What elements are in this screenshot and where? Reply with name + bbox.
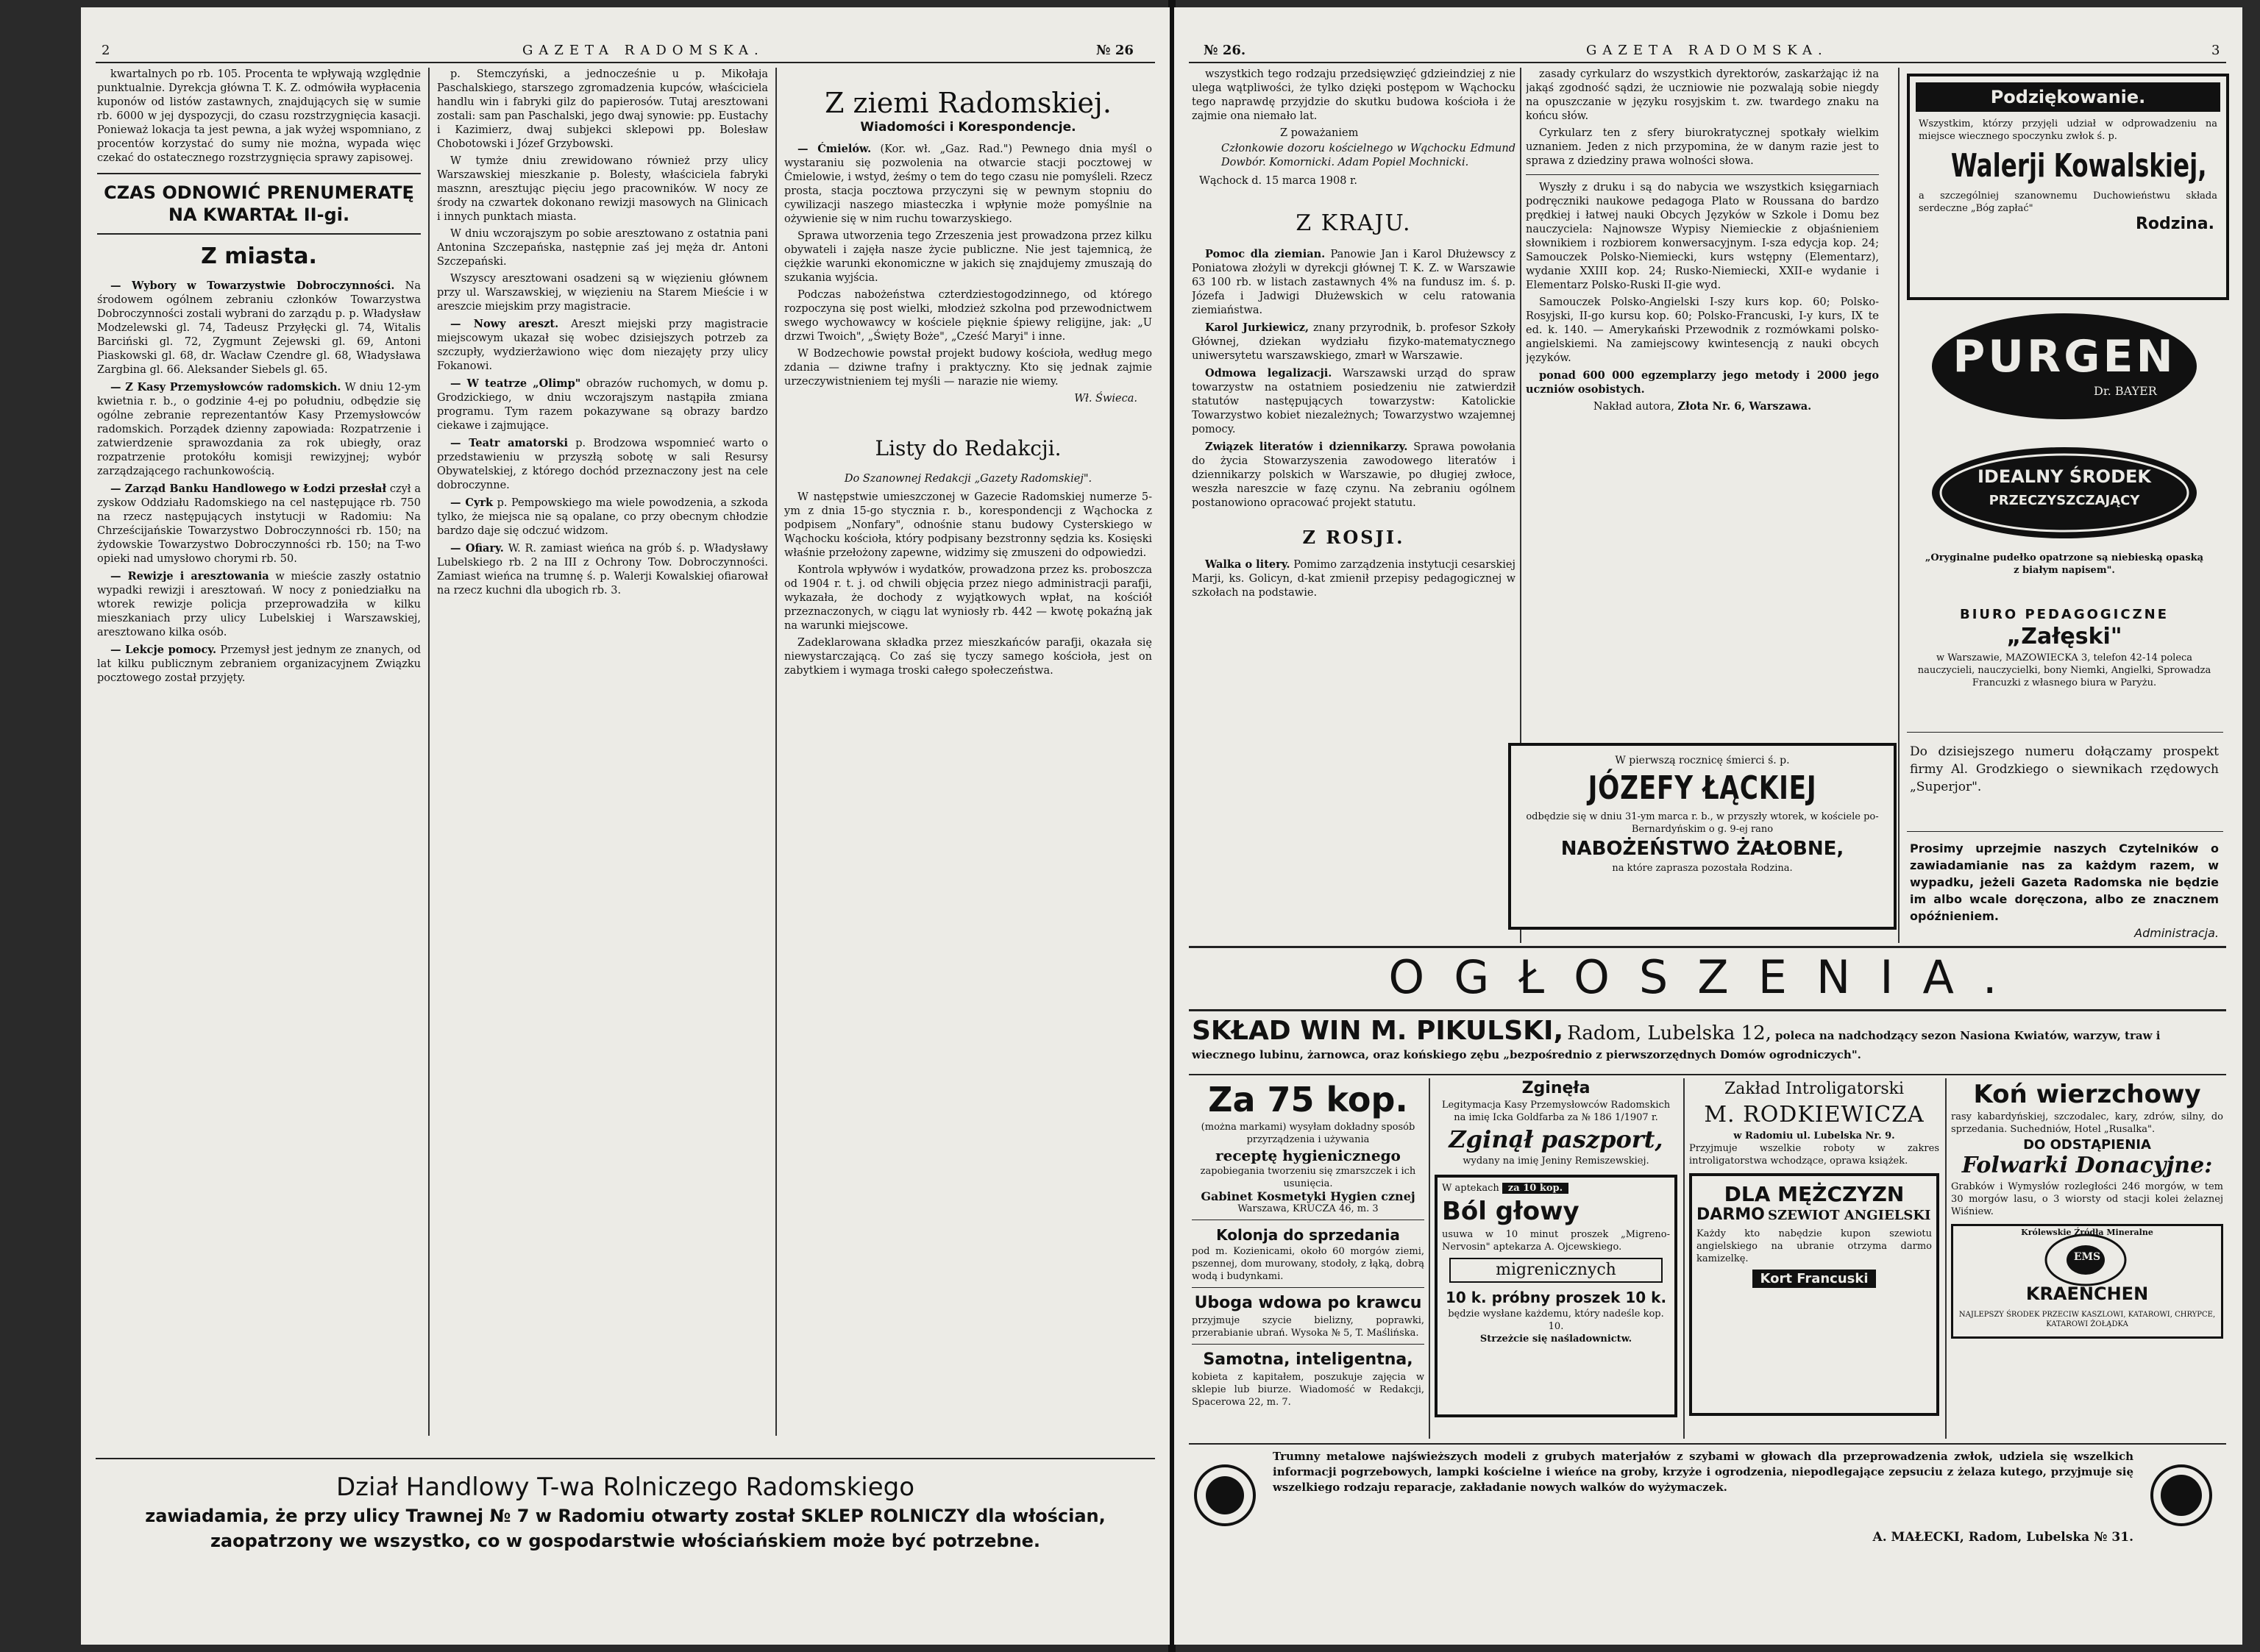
item-text: Na środowem ogólnem zebraniu członków Towarzystwa Dobroczynności zostali wybrani do zarządu p. p. Władysław Modzelewski gl. 74, Tadeusz Przyłęcki gl. 74, Witalis Barciński gl. 72, Zygmunt Zejewski gl. 69, Antoni Piaskowski gl. 68, dr. Wacław Czendre gl. 68, Władysława Zargbina gl. 66. Aleksander Siebels gl. 65.: [97, 280, 421, 376]
left-column-3: [784, 68, 1152, 1436]
left-page-number: 2: [102, 43, 110, 58]
purgen-tag-2: PRZECZYSZCZAJĄCY: [1989, 493, 2140, 508]
ads-rule: [1189, 1443, 2226, 1445]
ad-title: Dział Handlowy T-wa Rolniczego Radomskiego: [335, 1473, 915, 1502]
ad-title: Samotna, inteligentna,: [1203, 1350, 1413, 1369]
item-text: obrazów ruchomych, w domu p. Grodzickiego, w dniu wczorajszym nastąpiła zmiana programu. Tym razem pokazywane są obrazy bardzo ciekawe i zajmujące.: [437, 378, 768, 432]
column-rule: [1683, 1078, 1685, 1439]
paragraph: W Bodzechowie powstał projekt budowy kościoła, według mego zdania — dziwne trafny i praktyczny. Kto się jednak zajmie urzeczywistnieniem tej myśli — narazie nie wiemy.: [784, 348, 1152, 388]
bureau-ad: [1910, 607, 2219, 724]
kraenchen-ems: EMS: [2073, 1251, 2101, 1263]
ad-title: Kolonja do sprzedania: [1216, 1226, 1400, 1244]
item-heading: Związek literatów i dziennikarzy.: [1205, 441, 1408, 453]
subscriber-request: [1910, 840, 2219, 941]
ad-text: kobieta z kapitałem, poszukuje zajęcia w sklepie lub biurze. Wiadomość w Redakcji, Spacerowa 22, m. 7.: [1192, 1372, 1424, 1408]
menswear-ad: [1689, 1173, 1939, 1416]
bureau-label: BIURO PEDAGOGICZNE: [1960, 607, 2169, 622]
ad-text: pod m. Kozienicami, około 60 morgów ziemi, pszennej, dom murowany, stodoły, z łąką, dobrą wodą i budynkami.: [1192, 1246, 1424, 1282]
paragraph: Podczas nabożeństwa czterdziestogodzinnego, od którego rozpoczyna się post wielki, młodzież szkolna pod przewodnictwem swego wychowawcy w kościele pięknie śpiewy religijne, jak: „U drzwi Twoich", „Święty Boże", „Cześć Maryi" i inne.: [784, 289, 1152, 343]
purgen-ad: [1910, 309, 2219, 596]
ad-title: Zginął paszport,: [1449, 1125, 1663, 1153]
kraenchen-ad: [1951, 1224, 2223, 1339]
menswear-fabric: SZEWIOT ANGIELSKI: [1767, 1208, 1931, 1223]
kraenchen-name: KRAENCHEN: [2025, 1283, 2149, 1304]
headache-text: usuwa w 10 minut proszek „Migreno-Nervosin" aptekarza A. Ojcewskiego.: [1442, 1229, 1670, 1253]
bindery-text: Przyjmuje wszelkie roboty w zakres introligatorstwa wchodzące, oprawa książek.: [1689, 1143, 1939, 1167]
bottom-rule: [96, 1458, 1155, 1459]
bureau-text: w Warszawie, MAZOWIECKA 3, telefon 42-14 poleca nauczycieli, nauczycielki, bony Niemki, Angielki, Sprowadza Francuzki z własnego biura w Paryżu.: [1917, 652, 2211, 688]
item-text: Panowie Jan i Karol Dłużewscy z Poniatowa złożyli w dyrekcji głównej T. K. Z. w Warszawie 63 100 rb. w listach zastawnych 4% na fundusz im. ś. p. Józefa i Jadwigi Dłużewskich w celu ratowania ziemiaństwa.: [1192, 249, 1515, 316]
item-text: Przemysł jest jednym ze znanych, od lat kilku publicznym zebraniem organizacyjnem Związku pocztowego został przyjęty.: [97, 644, 421, 684]
ads-rule: [1189, 1074, 2226, 1075]
section-z-kraju: Z KRAJU.: [1296, 210, 1412, 236]
left-column-1: [97, 68, 421, 1436]
ad-line: zawiadamia, że przy ulicy Trawnej № 7 w Radomiu otwarty został SKLEP ROLNICZY dla włościan,: [145, 1506, 1106, 1526]
ad-line: zaopatrzony we wszystko, co w gospodarstwie włościańskiem może być potrzebne.: [210, 1531, 1041, 1551]
item-heading: — Ofiary.: [450, 542, 504, 555]
ads-column-4: [1951, 1078, 2223, 1439]
headache-pharmacy: W aptekach: [1442, 1183, 1499, 1194]
paragraph: Wszyscy aresztowani osadzeni są w więzieniu głównem przy ul. Warszawskiej, w więzieniu na Starem Mieście i w areszcie miejskim przy magistracie.: [437, 273, 768, 313]
item-heading: — Nowy areszt.: [450, 318, 559, 330]
right-column-1: [1192, 68, 1515, 943]
section-z-rosji: Z ROSJI.: [1302, 527, 1405, 548]
paragraph: Cyrkularz ten z sfery biurokratycznej spotkały wielkim uznaniem. Jeden z nich przypomina, że w danym razie jest to sprawa z dziedziny prawa wolności słowa.: [1526, 127, 1879, 167]
paragraph: Wyszły z druku i są do nabycia we wszystkich księgarniach podręczniki naukowe pedagoga Plato w Roussana do bardzo prędkiej i łatwej nauki Obcych Języków w Szkole i Domu bez nauczyciela: Najnowsze Wypisy Niemieckie z objaśnieniem słownikiem i rozbiorem konwersacyjnym. I-sza edycja kop. 24; Samouczek Polsko-Niemiecki, kurs wstępny (Elementarz), wydanie XXIII kop. 24; Rusko-Niemiecki, XXII-e wydanie i Elementarz Polsko-Ruski II-gie wyd.: [1526, 182, 1879, 291]
kraenchen-ring-text: Królewskie Źródła Mineralne: [2021, 1228, 2153, 1237]
estate-title: Folwarki Donacyjne:: [1961, 1153, 2213, 1178]
coffins-ad: [1192, 1449, 2222, 1559]
item-heading: — W teatrze „Olimp": [450, 377, 581, 390]
ad-title: Zginęła: [1521, 1079, 1591, 1097]
section-z-miasta: Z miasta.: [201, 243, 317, 269]
ads-top-rule: [1189, 946, 2226, 948]
obituary-footer: na które zaprasza pozostała Rodzina.: [1612, 863, 1793, 874]
obituary-text: odbędzie się w dniu 31-ym marca r. b., w przyszły wtorek, w kościele po-Bernardyńskim o g. 9-ej rano: [1526, 811, 1879, 835]
item-heading: — Z Kasy Przemysłowców radomskich.: [110, 381, 341, 394]
request-text: Prosimy uprzejmie naszych Czytelników o zawiadamianie nas za każdym razem, w wypadku, jeżeli Gazeta Radomska nie będzie im albo wcale doręczona, albo ze znacznem opóźnieniem.: [1910, 841, 2219, 923]
item-heading: Odmowa legalizacji.: [1205, 367, 1332, 380]
left-page: [81, 7, 1170, 1645]
right-column-2: [1526, 68, 1879, 730]
column-rule: [428, 68, 430, 1436]
purgen-brand: PURGEN: [1952, 331, 2176, 382]
right-page: [1174, 7, 2242, 1645]
ad-bold: receptę hygienicznego: [1215, 1147, 1401, 1164]
divider: [97, 173, 421, 174]
left-issue-number: № 26: [1096, 43, 1134, 58]
right-issue-number: № 26.: [1204, 43, 1246, 58]
ad-firm: Gabinet Kosmetyki Hygien cznej: [1201, 1189, 1415, 1203]
item-text: Sprawa powołania do życia Stowarzyszenia zawodowego literatów i dziennikarzy polskich w Warszawie, po długiej zwłoce, weszła nareszcie w fazę czynu. Na zebraniu ogólnem postanowiono opracować projekt statutu.: [1192, 441, 1515, 509]
paragraph: W następstwie umieszczonej w Gazecie Radomskiej numerze 5-ym z dnia 15-go stycznia r. b., korespondencji z Wąchocka z podpisem „Nonfary", odnośnie stanu budowy Cysterskiego w Wąchocku kościoła, który podpisany bezstronny sędzia ks. Kosięski właśnie przełożony zapewne, widzimy się zmuszeni do odpowiedzi.: [784, 491, 1152, 559]
divider: [1192, 1344, 1424, 1345]
column-rule: [1898, 68, 1900, 943]
purgen-tag-1: IDEALNY ŚRODEK: [1977, 466, 2151, 487]
thanks-name: Walerji Kowalskiej,: [1950, 147, 2207, 185]
item-heading: Walka o litery.: [1205, 558, 1290, 571]
menswear-text: Każdy kto nabędzie kupon szewiotu angielskiego na ubranie otrzyma darmo kamizelkę.: [1696, 1228, 1932, 1264]
insert-notice: Do dzisiejszego numeru dołączamy prospekt firmy Al. Grodzkiego o siewnikach rzędowych „Superjor".: [1910, 744, 2219, 794]
obituary-service: NABOŻEŃSTWO ŻAŁOBNE,: [1560, 838, 1844, 860]
left-column-2: [437, 68, 768, 1436]
item-text: p. Pempowskiego ma wiele powodzenia, a szkoda tylko, że miejsca nie są opalane, co przy obecnym chłodzie bardzo daje się odczuć widzom.: [437, 497, 768, 537]
ads-column-2: [1435, 1078, 1677, 1439]
menswear-kort: Kort Francuski: [1752, 1270, 1875, 1288]
estate-text: Grabków i Wymysłów rozległości 246 morgów, w tem 30 morgów lasu, o 3 wiorsty od stacji kolei żelaznej Wiśniew.: [1951, 1181, 2223, 1217]
medal-icon: [2148, 1462, 2214, 1528]
ad-text: wydany na imię Jeniny Remiszewskiej.: [1463, 1156, 1649, 1167]
ad-text: Legitymacja Kasy Przemysłowców Radomskich na imię Icka Goldfarba za № 186 1/1907 r.: [1441, 1100, 1671, 1123]
kraenchen-text: NAJLEPSZY ŚRODEK PRZECIW KASZLOWI, KATAROWI, CHRYPCE, KATAROWI ŻOŁĄDKA: [1958, 1311, 2216, 1328]
wine-shop-address: Radom, Lubelska 12,: [1567, 1022, 1772, 1044]
section-z-ziemi-radomskiej: Z ziemi Radomskiej.: [825, 87, 1112, 119]
ad-address: Warszawa, KRUCZA 46, m. 3: [1237, 1203, 1379, 1214]
letter-address: Do Szanownej Redakcji „Gazety Radomskiej".: [844, 473, 1092, 485]
paragraph: W tymże dniu zrewidowano również przy ulicy Warszawskiej mieszkanie p. Bolesty, właściciela fabryki masznn, aresztując pięciu jego pracowników. W nocy ze środy na czwartek dokonano rewizji masowych na Glinicach i innych punktach miasta.: [437, 155, 768, 223]
item-text: czył a zyskow Oddziału Radomskiego na cel następujące rb. 750 na rzecz następujących instytucji w Radomiu: Na Chrześcijańskie Towarzystwo Dobroczynności rb. 150; na żydowskie Towarzystwo Dobroczynności rb. 150; na T-wo opieki nad umysłowo chorymi rb. 50.: [97, 483, 421, 565]
horse-ad-title: Koń wierzchowy: [1973, 1080, 2201, 1109]
publisher-address: Złota Nr. 6, Warszawa.: [1677, 400, 1812, 413]
ads-section-title: OGŁOSZENIA.: [1388, 950, 2027, 1004]
ads-column-3: [1689, 1078, 1939, 1439]
signers: Członkowie dozoru kościelnego w Wąchocku Edmund Dowbór. Komornicki. Adam Popiel Mochnicki.: [1221, 143, 1515, 168]
paragraph: Samouczek Polsko-Angielski I-szy kurs kop. 60; Polsko-Rosyjski, II-go kursu kop. 60; Polsko-Francuski, I-y kurs, IX te ed. k. 140. — Amerykański Przewodnik z rozmówkami polsko-angielskiemi. Na zamiejscowy kwintesencją z nauki obcych języków.: [1526, 296, 1879, 364]
section-listy-do-redakcji: Listy do Redakcji.: [875, 436, 1062, 460]
thanks-notice: [1907, 74, 2229, 300]
right-page-number: 3: [2211, 43, 2220, 58]
estate-subtitle: DO ODSTĄPIENIA: [2023, 1137, 2151, 1153]
right-header-rule: [1189, 62, 2226, 63]
item-heading: — Lekcje pomocy.: [110, 644, 217, 656]
paragraph: W dniu wczorajszym po sobie aresztowano z ostatnia pani Antonina Szczepańska, następnie zaś jej męża dr. Antoni Szczepański.: [437, 228, 768, 268]
item-heading: — Rewizje i aresztowania: [110, 570, 269, 583]
item-text: Pomimo zarządzenia instytucji cesarskiej Marji, ks. Golicyn, d-kat zmienił przepisy pedagogicznej w szkołach na podstawie.: [1192, 559, 1515, 599]
thanks-text: Wszystkim, którzy przyjęli udział w odprowadzeniu na miejsce wiecznego spoczynku zwłok ś. p.: [1919, 118, 2217, 142]
divider: [1907, 732, 2223, 733]
paragraph: Zadeklarowana składka przez mieszkańców parafji, okazała się niewystarczającą. Co zaś się tyczy samego kościoła, jest on zabytkiem i wymaga troski całego społeczeństwa.: [784, 637, 1152, 677]
paragraph: zasady cyrkularz do wszystkich dyrektorów, zaskarżając iż na jakąś zgodność sądzi, że uczniowie nie pozwalają sobie niegdy na opuszczanie w języku rosyjskim t. zw. twardego znaku na końcu słów.: [1526, 68, 1879, 122]
thanks-signature: Rodzina.: [2135, 215, 2214, 233]
purgen-maker: Dr. BAYER: [2094, 384, 2157, 398]
coffins-text: Trumny metalowe najświeższych modeli z grubych materjałów z szybami w głowach dla przeprowadzenia zwłok, udziela się wszelkich informacji pogrzebowych, lampki kościelne i wieńce na groby, krzyże i ogrodzenia, niepodlegające zepsuciu z żelaza kutego, przyjmuje się wszelkiego rodzaju reparacje, zakładanie nowych walków do wyżymaczek.: [1273, 1450, 2133, 1494]
item-heading: — Wybory w Towarzystwie Dobroczynności.: [110, 280, 395, 292]
item-text: p. Brodzowa wspomnieć warto o przedstawieniu w przyszłą sobotę w sali Resursy Obywatelskiej, z którego dochód przeznaczony jest na cele dobroczynne.: [437, 438, 768, 491]
ad-text: przyjmuje szycie bielizny, poprawki, przerabianie ubrań. Wysoka № 5, T. Maślińska.: [1192, 1315, 1424, 1339]
divider: [97, 233, 421, 235]
ad-text: (można markami) wysyłam dokładny sposób przyrządzenia i używania: [1201, 1122, 1415, 1145]
item-text: (Kor. wł. „Gaz. Rad.") Pewnego dnia myśl o wystaraniu się pozwolenia na otwarcie stacji pocztowej w Ćmielowie, i wstyd, żeśmy o tem do tego czasu nie pomyśleli. Rzecz prosta, stacja pocztowa przyczyni się w pewnym stopniu do cywilizacji naszego miasteczka i wpłynie może pomyślnie na ożywienie się w nim ruchu towarzyskiego.: [784, 143, 1152, 225]
headache-price: za 10 kop.: [1502, 1183, 1568, 1194]
wine-shop-ad: [1192, 1015, 2222, 1072]
bindery-name: M. RODKIEWICZA: [1704, 1102, 1925, 1128]
wine-shop-name: SKŁAD WIN M. PIKULSKI,: [1192, 1016, 1564, 1046]
obituary-notice: [1508, 743, 1897, 930]
divider: [1526, 174, 1879, 175]
headache-warning: Strzeżcie się naśladownictw.: [1479, 1334, 1632, 1345]
column-rule: [1945, 1078, 1947, 1439]
menswear-free: DARMO: [1696, 1206, 1765, 1224]
item-heading: — Cyrk: [450, 496, 494, 509]
paragraph: ponad 600 000 egzemplarzy jego metody i 2000 jego uczniów osobistych.: [1526, 369, 1879, 396]
publisher-label: Nakład autora,: [1593, 401, 1674, 413]
ad-text: zapobiegania tworzeniu się zmarszczek i ich usunięcia.: [1200, 1166, 1416, 1189]
item-text: znany przyrodnik, b. profesor Szkoły Głównej, dziekan wydziału fizyko-matematycznego uniwersytetu warszawskiego, zmarł w Warszawie.: [1192, 322, 1515, 362]
horse-ad-text: rasy kabardyńskiej, szczodalec, kary, zdrów, silny, do sprzedania. Suchedniów, Hotel „Rusalka".: [1951, 1111, 2223, 1135]
item-heading: — Teatr amatorski: [450, 437, 568, 449]
wine-shop-text: poleca na nadchodzący sezon Nasiona Kwiatów, warzyw, traw i wiecznego lubinu, żarnowca, oraz końskiego zębu „bezpośrednio z pierwszorzędnych Domów ogrodniczych".: [1192, 1029, 2161, 1061]
ad-title: Uboga wdowa po krawcu: [1194, 1294, 1422, 1312]
agricultural-shop-ad: [96, 1471, 1155, 1567]
headache-sample: 10 k. próbny proszek 10 k.: [1445, 1289, 1667, 1306]
ad-title: Za 75 kop.: [1208, 1080, 1408, 1119]
left-header-rule: [96, 62, 1155, 63]
divider: [1907, 831, 2223, 832]
paragraph: Sprawa utworzenia tego Zrzeszenia jest prowadzona przez kilku obywateli i zajęła nasze życie publiczne. Nie jest tajemnicą, że ciężkie warunki ekonomiczne w jakich się znajdujemy zmuszają do szukania wyjścia.: [784, 230, 1152, 284]
ads-rule: [1189, 1009, 2226, 1011]
obituary-intro: W pierwszą rocznicę śmierci ś. p.: [1615, 755, 1790, 766]
item-heading: — Zarząd Banku Handlowego w Łodzi przesłał: [110, 483, 387, 495]
item-heading: Pomoc dla ziemian.: [1205, 248, 1326, 260]
paragraph: Kontrola wpływów i wydatków, prowadzona przez ks. proboszcza od 1904 r. t. j. od chwili objęcia przez niego administracji parafji, wykazała, że dochody z wyjątkowych wpłat, na kościół przeznaczonych, w ciągu lat wyniosły rb. 442 — kwotę pokaźną jak na warunki miejscowe.: [784, 564, 1152, 632]
thanks-text-2: a szczególniej szanownemu Duchowieństwu składa serdeczne „Bóg zapłać": [1919, 191, 2217, 214]
ads-column-1: [1192, 1078, 1424, 1439]
thanks-title: Podziękowanie.: [1916, 82, 2220, 112]
menswear-title: DLA MĘŻCZYZN: [1724, 1182, 1905, 1206]
item-heading: — Ćmielów.: [797, 143, 872, 155]
headache-sample-note: będzie wysłane każdemu, który nadeśle kop. 10.: [1448, 1309, 1664, 1332]
item-text: W dniu 12-ym kwietnia r. b., o godzinie 4-ej po południu, odbędzie się ogólne zebranie reprezentantów Kasy Przemysłowców radomskich. Porządek dzienny zapowiada: Rozpatrzenie i zatwierdzenie sprawozdania za rok ubiegły, oraz rozpatrzenie protokółu komisji rewizyjnej; wybór zarządzającego rachunkowością.: [97, 382, 421, 477]
headache-ad: [1435, 1175, 1677, 1417]
obituary-name: JÓZEFY ŁĄCKIEJ: [1588, 769, 1817, 807]
item-text: Warszawski urząd do spraw towarzystw na ostatniem posiedzeniu nie zatwierdził statutów następujących towarzystw: Katolickie Towarzystwo kobiet niezależnych; Towarzystwo wzajemnej pomocy.: [1192, 368, 1515, 435]
subscribe-notice: CZAS ODNOWIĆ PRENUMERATĘ NA KWARTAŁ II-gi.: [104, 182, 414, 225]
bindery-address: w Radomiu ul. Lubelska Nr. 9.: [1733, 1131, 1895, 1142]
left-masthead: GAZETA RADOMSKA.: [522, 43, 764, 58]
item-text: Areszt miejski przy magistracie miejscowym ukazał się wobec dzisiejszych potrzeb za szczupły, wydzierżawiono więc dom niezajęty przy ulicy Fokanowi.: [437, 318, 768, 372]
headache-title: Ból głowy: [1442, 1197, 1579, 1226]
bindery-label: Zakład Introligatorski: [1724, 1080, 1905, 1098]
purgen-note: „Oryginalne pudełko opatrzone są niebieską opaską z białym napisem".: [1925, 552, 2204, 576]
dateline: Wąchock d. 15 marca 1908 r.: [1199, 175, 1357, 187]
item-heading: Karol Jurkiewicz,: [1205, 321, 1310, 334]
paragraph: p. Stemczyński, a jednocześnie u p. Mikołaja Paschalskiego, starszego zgromadzenia kupców, właściciela handlu win i fabryki gilz do papierosów. Tutaj aresztowani zostali: sam pan Paschalski, jego dwaj synowie: pp. Eustachy i Kazimierz, dwaj subjekci sklepowi pp. Bolesław Chobotowski i Józef Grzybowski.: [437, 68, 768, 150]
right-masthead: GAZETA RADOMSKA.: [1586, 43, 1828, 58]
paragraph: wszystkich tego rodzaju przedsięwzięć gdzieindziej z nie ulega wątpliwości, że tylko dzięki postępom w Wąchocku tego naprawdę przyjdzie do skutku budowa kościoła i że zajmie ona niemało lat.: [1192, 68, 1515, 122]
paragraph: kwartalnych po rb. 105. Procenta te wpływają względnie punktualnie. Dyrekcja główna T. K. Z. odmówiła wypłacenia kuponów od listów zastawnych, znajdujących się w sumie rb. 6000 w jej dyspozycji, do czasu rozstrzygnięcia kasacji. Ponieważ lokacja ta jest pewna, a jak wyżej wspomniano, z procentów korzystać do sumy nie można, wypada więc czekać do ostatecznego rozstrzygnięcia sprawy zapisowej.: [97, 68, 421, 164]
bureau-name: „Załęski": [2006, 624, 2122, 649]
column-rule: [775, 68, 777, 1436]
signature: Wł. Świeca.: [1074, 393, 1137, 405]
signers-intro: Z poważaniem: [1280, 127, 1359, 139]
coat-of-arms-medal-icon: [1192, 1462, 1258, 1528]
request-signature: Administracja.: [2134, 926, 2219, 940]
coffins-signature: A. MAŁECKI, Radom, Lubelska № 31.: [1872, 1530, 2133, 1545]
divider: [1192, 1287, 1424, 1288]
column-rule: [1429, 1078, 1430, 1439]
headache-migraine: migrenicznych: [1449, 1258, 1663, 1283]
section-subtitle: Wiadomości i Korespondencje.: [860, 120, 1076, 135]
item-text: w mieście zaszły ostatnio wypadki rewizji i aresztowań. W nocy z poniedziałku na wtorek rewizje policja przeprowadziła w kilku mieszkaniach przy ulicy Lubelskiej i Warszawskiej, aresztowano kilka osób.: [97, 571, 421, 638]
item-text: W. R. zamiast wieńca na grób ś. p. Władysławy Lubelskiego rb. 2 na III z Ochrony Tow. Dobroczynności. Zamiast wieńca na trumnę ś. p. Walerji Kowalskiej ofiarował na rzecz kuchni dla ubogich rb. 3.: [437, 543, 768, 597]
